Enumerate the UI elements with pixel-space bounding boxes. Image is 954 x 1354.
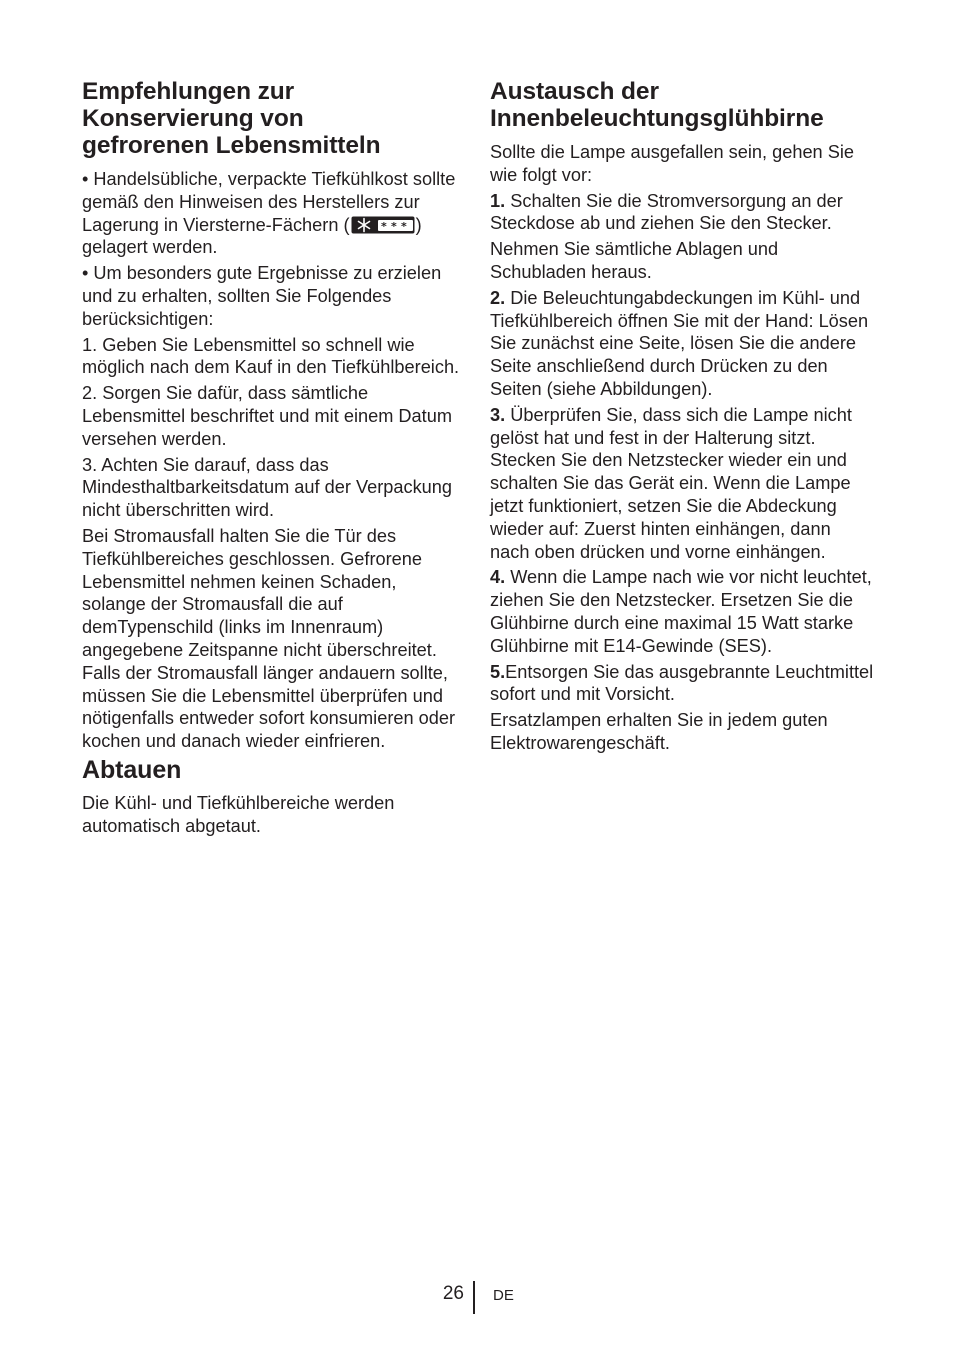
- paragraph-best-results: • Um besonders gute Ergebnisse zu erzielen und zu erhalten, sollten Sie Folgendes berücksichtigen:: [82, 263, 442, 329]
- paragraph-step-2: [490, 287, 874, 401]
- footer-divider: [473, 1281, 475, 1314]
- heading-line: Innenbeleuchtungsglühbirne: [490, 105, 824, 132]
- paragraph-step-1: [490, 190, 874, 236]
- paragraph-step-2: 2. Sorgen Sie dafür, dass sämtliche Lebensmittel beschriftet und mit einem Datum versehen werden.: [82, 383, 452, 449]
- text: ) gelagert werden.: [82, 214, 422, 258]
- step-text: Die Beleuchtungabdeckungen im Kühl- und Tiefkühlbereich öffnen Sie mit der Hand: Lösen Sie zunächst eine Seite, lösen Sie die andere Seite anschließend durch Drücken zu den Seiten (siehe Abbildungen).: [490, 287, 869, 399]
- paragraph-step-3: [490, 404, 874, 564]
- heading-line: Konservierung von: [82, 105, 304, 132]
- step-text: Schalten Sie die Stromversorgung an der Steckdose ab und ziehen Sie den Stecker.: [490, 190, 843, 234]
- paragraph-step-4: [490, 566, 874, 657]
- paragraph-step-1: 1. Geben Sie Lebensmittel so schnell wie möglich nach dem Kauf in den Tiefkühlbereich.: [82, 334, 460, 378]
- svg-text:*: *: [400, 219, 407, 233]
- paragraph-commercial-frozen-food: [82, 168, 460, 259]
- svg-text:*: *: [390, 219, 397, 233]
- four-star-freezer-icon: [351, 216, 415, 234]
- heading-defrosting: Abtauen: [82, 755, 182, 784]
- left-column: [82, 78, 460, 841]
- step-number: 3.: [490, 404, 506, 425]
- paragraph-step-5: [490, 661, 874, 707]
- step-number: 2.: [490, 287, 506, 308]
- paragraph-defrosting: Die Kühl- und Tiefkühlbereiche werden automatisch abgetaut.: [82, 792, 395, 836]
- step-text: Überprüfen Sie, dass sich die Lampe nicht gelöst hat und fest in der Halterung sitzt. Stecken Sie den Netzstecker wieder ein und schalten Sie das Gerät ein. Wenn die Lampe jetzt funktioniert, setzen Sie die Abdeckung wieder auf: Zuerst hinten einhängen, dann nach oben drücken und vorne einhängen.: [490, 404, 852, 562]
- paragraph-intro: Sollte die Lampe ausgefallen sein, gehen Sie wie folgt vor:: [490, 142, 855, 185]
- language-code: DE: [493, 1287, 514, 1304]
- page-footer: [0, 1281, 954, 1315]
- paragraph-replacement-lamps: Ersatzlampen erhalten Sie in jedem guten Elektrowarengeschäft.: [490, 710, 828, 753]
- step-number: 4.: [490, 567, 506, 588]
- step-number: 1.: [490, 190, 506, 211]
- page-number: 26: [442, 1283, 464, 1304]
- right-column: [490, 78, 874, 758]
- paragraph-power-failure: Bei Stromausfall halten Sie die Tür des Tiefkühlbereiches geschlossen. Gefrorene Lebensmittel nehmen keinen Schaden, solange der Stromausfall die auf demTypenschild (links im Innenraum) angegebene Zeitspanne nicht überschreitet. Falls der Stromausfall länger andauern sollte, müssen Sie die Lebensmittel überprüfen und nötigenfalls entweder sofort konsumieren oder kochen und danach wieder einfrieren.: [82, 525, 456, 752]
- heading-lamp-replacement: [490, 78, 874, 132]
- heading-line: Empfehlungen zur: [82, 78, 295, 105]
- svg-text:*: *: [380, 219, 387, 233]
- step-text: Wenn die Lampe nach wie vor nicht leuchtet, ziehen Sie den Netzstecker. Ersetzen Sie die Glühbirne durch eine maximal 15 Watt starke Glühbirne mit E14-Gewinde (SES).: [490, 567, 872, 656]
- paragraph-remove-shelves: Nehmen Sie sämtliche Ablagen und Schubladen heraus.: [490, 239, 779, 282]
- heading-line: Austausch der: [490, 78, 659, 105]
- paragraph-step-3: 3. Achten Sie darauf, dass das Mindesthaltbarkeitsdatum auf der Verpackung nicht überschritten wird.: [82, 454, 453, 521]
- step-number: 5.: [490, 661, 506, 682]
- step-text: Entsorgen Sie das ausgebrannte Leuchtmittel sofort und mit Vorsicht.: [490, 661, 874, 705]
- heading-line: gefrorenen Lebensmitteln: [82, 132, 381, 159]
- text: • Handelsübliche, verpackte Tiefkühlkost sollte gemäß den Hinweisen des Herstellers zur Lagerung in Viersterne-Fächern (: [82, 169, 456, 235]
- heading-frozen-food: [82, 78, 460, 159]
